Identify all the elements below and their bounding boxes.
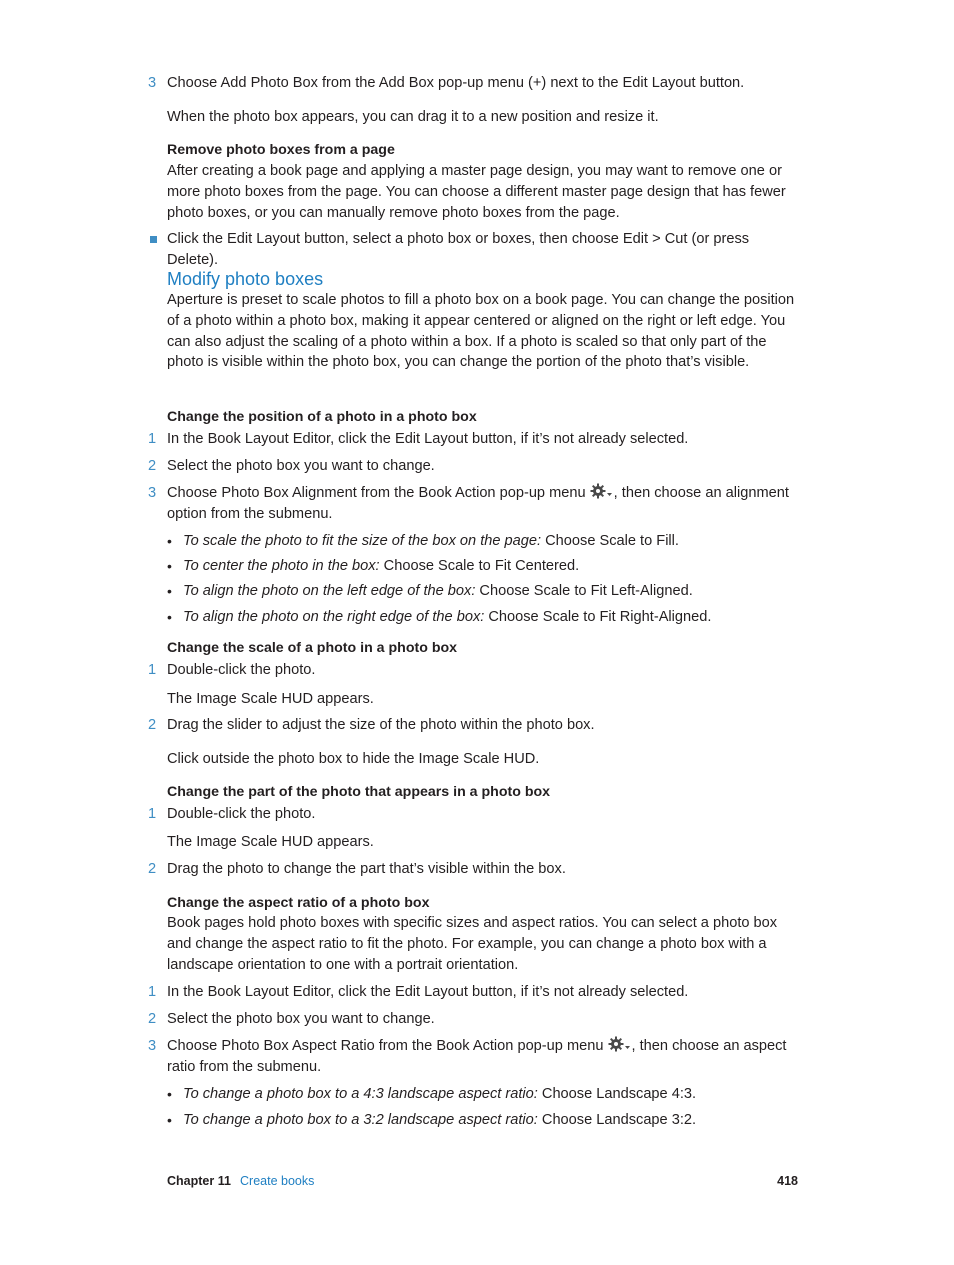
bullet-square [150,236,157,243]
bullet-text: To change a photo box to a 3:2 landscape aspect ratio: Choose Landscape 3:2. [183,1112,697,1128]
step-text-a: Choose Photo Box Aspect Ratio from the Book Action pop-up menu [167,1038,608,1054]
bullet-text: To center the photo in the box: Choose Scale to Fit Centered. [183,558,580,574]
step-number: 1 [148,662,157,678]
paragraph: When the photo box appears, you can drag it to a new position and resize it. [167,109,659,125]
step-text: Double-click the photo. [167,662,316,678]
subheading: Change the position of a photo in a photo box [167,409,477,425]
step-number: 3 [148,1038,157,1054]
paragraph: Aperture is preset to scale photos to fill a photo box on a book page. You can change the position of a photo within a photo box, making it appear centered or aligned on the right or left edge. You can also adjust the scaling of a photo within a box. If a photo is scaled so that only part of the photo is visible within the photo box, you can change the portion of the photo that’s visible. [167,292,795,371]
step-text: Select the photo box you want to change. [167,458,435,474]
step-text: Drag the slider to adjust the size of the photo within the photo box. [167,717,595,733]
bullet-dot: • [167,558,172,574]
section-title: Modify photo boxes [167,269,324,289]
bullet-dot: • [167,1112,172,1128]
bullet-text: To scale the photo to fit the size of the box on the page: Choose Scale to Fill. [183,533,679,549]
step-number: 2 [148,458,157,474]
paragraph: The Image Scale HUD appears. [167,834,374,850]
subheading: Change the scale of a photo in a photo box [167,640,458,656]
step-text-b: , then choose an alignment option from the submenu. [167,485,789,522]
step-text: Drag the photo to change the part that’s visible within the box. [167,861,566,877]
step-text: Select the photo box you want to change. [167,1011,435,1027]
subheading: Remove photo boxes from a page [167,142,395,158]
gear-icon [590,483,614,499]
bullet-text: To change a photo box to a 4:3 landscape aspect ratio: Choose Landscape 4:3. [183,1086,697,1102]
step-number: 3 [148,485,157,501]
step-text: Choose Add Photo Box from the Add Box pop-up menu (+) next to the Edit Layout button. [167,75,745,91]
bullet-text: Click the Edit Layout button, select a photo box or boxes, then choose Edit > Cut (or press Delete). [167,231,750,268]
footer-section-link[interactable]: Create books [240,1174,315,1188]
step-text [167,1036,799,1078]
step-text: Double-click the photo. [167,806,316,822]
paragraph: The Image Scale HUD appears. [167,691,374,707]
bullet-dot: • [167,533,172,549]
bullet-dot: • [167,609,172,625]
step-text-a: Choose Photo Box Alignment from the Book Action pop-up menu [167,485,590,501]
bullet-text: To align the photo on the left edge of the box: Choose Scale to Fit Left-Aligned. [183,583,693,599]
page-number: 418 [777,1174,798,1188]
subheading: Change the part of the photo that appears in a photo box [167,784,551,800]
step-text-b: , then choose an aspect ratio from the submenu. [167,1038,787,1075]
step-number: 3 [148,75,157,91]
paragraph: Click outside the photo box to hide the Image Scale HUD. [167,751,540,767]
step-number: 2 [148,717,157,733]
subheading: Change the aspect ratio of a photo box [167,895,430,911]
step-number: 2 [148,861,157,877]
step-number: 2 [148,1011,157,1027]
step-number: 1 [148,984,157,1000]
footer-chapter: Chapter 11 [167,1174,231,1188]
step-text [167,483,799,525]
paragraph: Book pages hold photo boxes with specific sizes and aspect ratios. You can select a photo box and change the aspect ratio to fit the photo. For example, you can change a photo box with a landscape orientation to one with a portrait orientation. [167,915,778,973]
bullet-dot: • [167,1086,172,1102]
bullet-text: To align the photo on the right edge of the box: Choose Scale to Fit Right-Aligned. [183,609,712,625]
gear-icon [608,1036,632,1052]
step-text: In the Book Layout Editor, click the Edit Layout button, if it’s not already selected. [167,431,689,447]
step-number: 1 [148,806,157,822]
step-number: 1 [148,431,157,447]
bullet-dot: • [167,583,172,599]
step-text: In the Book Layout Editor, click the Edit Layout button, if it’s not already selected. [167,984,689,1000]
paragraph: After creating a book page and applying a master page design, you may want to remove one or more photo boxes from the page. You can choose a different master page design that has fewer photo boxes, or you can manually remove photo boxes from the page. [167,163,786,221]
